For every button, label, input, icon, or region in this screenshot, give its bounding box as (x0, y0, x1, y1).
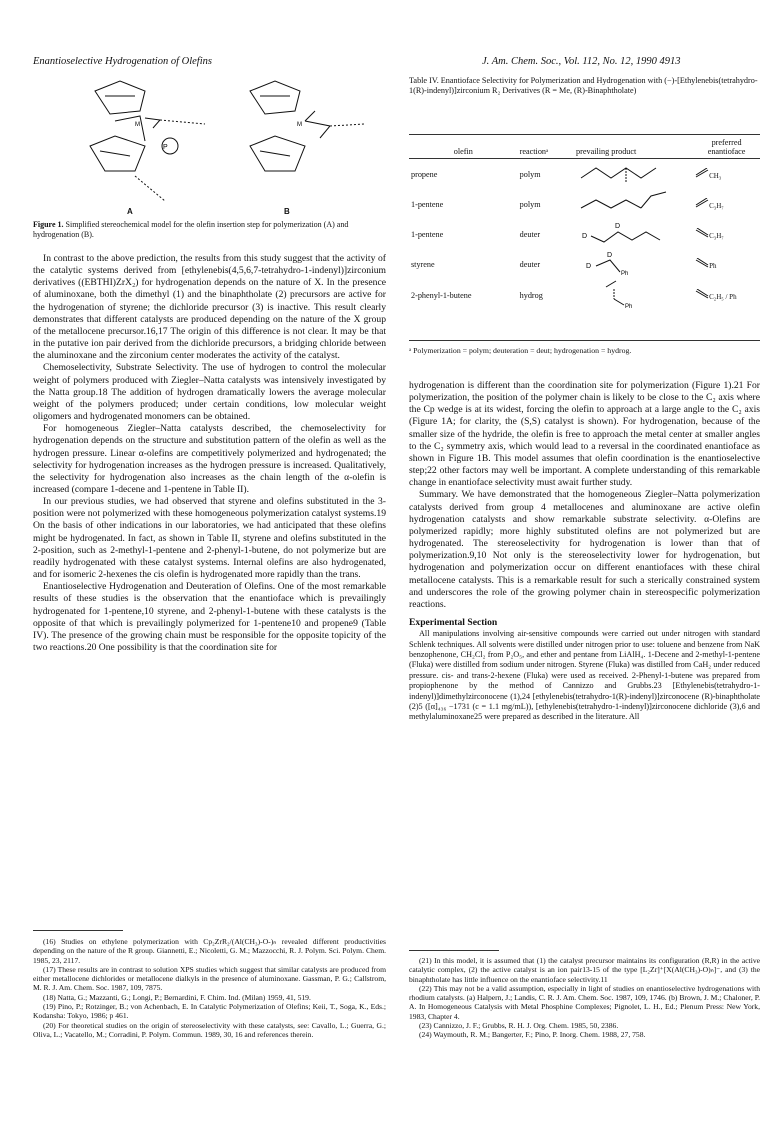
figure-caption-text: Simplified stereochemical model for the olefin insertion step for polymerization (A) and hydrogenation (B). (33, 220, 349, 239)
svg-text:D: D (607, 252, 613, 259)
table-cell: 1-pentene (411, 199, 444, 209)
svg-text:D: D (615, 223, 621, 230)
table-header: prevailing product (576, 147, 637, 156)
footnote: (19) Pino, P.; Rotzinger, B.; von Achenbach, E. In Catalytic Polymerization of Olefins; Keii, T., Soga, K., Eds.; Kodansha: Tokyo, 1986; p 461. (33, 1002, 386, 1021)
table-footnote: ᵃ Polymerization = polym; deuteration = deut; hydrogenation = hydrog. (409, 346, 632, 355)
right-footnotes (409, 956, 760, 1040)
footnote: (23) Cannizzo, J. F.; Grubbs, R. H. J. Org. Chem. 1985, 50, 2386. (419, 1021, 619, 1031)
paragraph: For homogeneous Ziegler–Natta catalysts described, the chemoselectivity for hydrogenation depends on the structure and substitution pattern of the olefin as well as the hydrogen pressure. Linear α-olefins are competitively polymerized and hydrogenated; the selectivity for hydrogenation increases as the hydrogen pressure is increased. Qualitatively, the selectivity for hydrogenation also increases as the chain length of the α-olefin is increased (compare 1-decene and 1-pentene in Table II). (33, 423, 386, 495)
table-cell: propene (411, 169, 438, 179)
paragraph: In contrast to the above prediction, the results from this study suggest that the activity of the catalytic systems derived from [ethylenebis(4,5,6,7-tetrahydro-1-indenyl)]zirconium derivatives ((EBTHI)ZrX₂) for hydrogenation depends on the nature of X. In the presence of aluminoxane, both the dimethyl (1) and the binaphtholate (2) precursors are active for the hydrogenation of styrene; the dichloride precursor (3) is inactive. This result clearly demonstrates that different catalysts are produced depending on the nature of the X group of the metallocene precursor.16,17 The origin of this difference is not clear. It may be that in the putative ion pair derived from the dichloride precursors, a bridging chloride between the aluminoxane and the zirconium center moderates the activity of the catalyst. (33, 253, 386, 362)
paragraph: Summary. We have demonstrated that the homogeneous Ziegler–Natta polymerization catalysts derived from group 4 metallocenes and aluminoxane are active olefin hydrogenation catalysts and show remarkable substrate selectivity. α-Olefins are polymerized rapidly; more highly substituted olefins are not polymerized but are hydrogenated. The stereoselectivity for hydrogenation is lower than that of polymerization.9,10 Not only is the stereoselectivity lower for hydrogenation, but hydrogenation and polymerization occur on different enantiofaces with these chiral metallocene catalysts. This is a remarkable result for such a sterically constrained system and underscores the role of the growing polymer chain in stereospecific polymerization reactions. (409, 489, 760, 610)
paragraph: All manipulations involving air-sensitive compounds were carried out under nitrogen with standard Schlenk techniques. All solvents were distilled under nitrogen prior to use: toluene and benzene from NaK benzophenone, CH₂Cl₂ from P₂O₅, and ether and pentane from LiAlH₄. 1-Decene and 2-methyl-1-pentene (Fluka) were distilled from sodium under nitrogen. Styrene (Fluka) was distilled from CaH₂ under reduced pressure. cis- and trans-2-hexene (Fluka) were used as received. 2-Phenyl-1-butene was prepared from propiophenone by the method of Cannizzo and Grubbs.23 [Ethylenebis(tetrahydro-1-indenyl)]dimethylzirconocene (1),24 [ethylenebis(tetrahydro-1(R)-indenyl)]zirconocene (R)-binaphtholate (2)5 ([α]₄₃₆ −1731 (c = 1.1 mg/mL)), [ethylenebis(tetrahydro-1-indenyl)]zirconocene dichloride (3),6 and methylaluminoxane25 were prepared as described in the literature. All (409, 629, 760, 722)
table-structure (574, 249, 693, 279)
table-cell-label: CH₃ (709, 172, 722, 180)
figure-1-drawing (75, 76, 375, 206)
table-row (409, 249, 760, 279)
table-iv (409, 136, 760, 311)
running-header-left: Enantioselective Hydrogenation of Olefins (33, 56, 212, 67)
table-cell (693, 279, 760, 311)
svg-text:Ph: Ph (625, 304, 633, 309)
table-cell-label: Ph (709, 262, 717, 270)
footnote: (18) Natta, G.; Mazzanti, G.; Longi, P.; Bernardini, F. Chim. Ind. (Milan) 1959, 41, 519. (43, 992, 311, 1002)
svg-text:M: M (135, 122, 140, 128)
footnote: (20) For theoretical studies on the origin of stereoselectivity with these catalysts, see: Cavallo, L.; Guerra, G.; Oliva, L.; Vacatello, M.; Corradini, P. Polym. Commun. 1989, 30, 16 and references therein. (33, 1020, 386, 1039)
table-cell: deuter (519, 229, 541, 239)
table-cell (693, 159, 760, 190)
paragraph: Enantioselective Hydrogenation and Deuteration of Olefins. One of the most remarkable results of these studies is the observation that the enantioface which is prevailingly hydrogenated for 1-pentene,10 styrene, and 2-phenyl-1-butene with these catalysts is the opposite of that which is prevailingly polymerized for 1-pentene10 and propene9 (Table IV). The presence of the growing chain must be responsible for the opposite topicity of the two reactions.20 One possibility is that the coordination site for (33, 581, 386, 653)
table-cell (693, 219, 760, 249)
footnote: (21) In this model, it is assumed that (1) the catalyst precursor maintains its configuration (R,R) in the active catalytic complex, (2) the active catalyst is an ion pair13-15 of the type [L₂Zr]⁺[X(Al(CH₃)-O)ₙ]⁻, and (3) the binaphtholate has little influence on the enantioface selectivity.11 (409, 956, 760, 984)
table-cell-label: C₂H₅ / Ph (709, 293, 737, 301)
table-row (409, 219, 760, 249)
table-cell: styrene (411, 259, 435, 269)
table-cell-label: C₃H₇ (709, 232, 724, 240)
figure-label-b: B (284, 207, 290, 216)
table-cell: deuter (519, 259, 541, 269)
table-structure (574, 219, 693, 249)
figure-caption-label: Figure 1. (33, 220, 64, 229)
table-title: Table IV. Enantioface Selectivity for Polymerization and Hydrogenation with (−)-[Ethylenebis(tetrahydro-1(R)-indenyl)]zirconium R₂ Derivatives (R = Me, (R)-Binaphtholate) (409, 76, 758, 95)
table-row (409, 279, 760, 311)
table-header: preferred enantioface (707, 138, 746, 156)
table-cell: hydrog (519, 290, 543, 300)
running-header-right: J. Am. Chem. Soc., Vol. 112, No. 12, 1990 4913 (482, 56, 681, 67)
footnote: (22) This may not be a valid assumption, especially in light of studies on enantioselective hydrogenations with rhodium catalysts. (a) Halpern, J.; Landis, C. R. J. Am. Chem. Soc. 1987, 109, 1746. (b) Brown, J. M.; Chaloner, P. A. In Homogeneous Catalysis with Metal Phosphine Complexes; Pignolet, L. H., Ed.; Plenum Press: New York, 1983, Chapter 4. (409, 983, 760, 1021)
footnote-rule (33, 930, 123, 931)
table-cell: 2-phenyl-1-butene (411, 290, 472, 300)
left-column-body (33, 253, 386, 654)
table-structure (574, 279, 693, 311)
table-cell (693, 249, 760, 279)
footnote: (16) Studies on ethylene polymerization with Cp₂ZrR₂/(Al(CH₃)-O-)ₙ revealed different productivities depending on the nature of the R group. Giannetti, E.; Nicoletti, G. M.; Mazzocchi, R. J. Polym. Sci. Polym. Chem. 1985, 23, 2117. (33, 937, 386, 965)
table-row (409, 159, 760, 190)
table-structure (574, 159, 693, 190)
left-footnotes (33, 937, 386, 1039)
table-structure (574, 189, 693, 219)
paragraph: In our previous studies, we had observed that styrene and olefins substituted in the 3-position were not polymerized with these homogeneous polymerization catalyst systems.19 On the basis of other indications in our laboratories, we had anticipated that these olefins might be hydrogenated. In fact, as shown in Table II, styrene and olefins substituted in the 2-position, such as 2-methyl-1-pentene and 2-phenyl-1-butene, do not polymerize but are readily hydrogenated with these catalyst systems. Internal olefins are also hydrogenated, and for isomeric 2-hexenes the cis olefin is hydrogenated more rapidly than the trans. (33, 496, 386, 581)
table-row (409, 189, 760, 219)
table-top-rule (409, 134, 760, 135)
table-cell: polym (519, 169, 541, 179)
footnote: (24) Waymouth, R. M.; Bangerter, F.; Pino, P. Inorg. Chem. 1988, 27, 758. (419, 1030, 646, 1040)
footnote-rule (409, 950, 499, 951)
paragraph: hydrogenation is different than the coordination site for polymerization (Figure 1).21 For polymerization, the position of the polymer chain is likely to be close to the C₂ axis where the Cp wedge is at its widest, forcing the olefin to approach at a large angle to the C₂ axis (Figure 1A; for clarity, the (S,S) catalyst is shown). For hydrogenation, because of the smaller size of the hydride, the olefin is free to approach the metal center at smaller angles to the C₂ symmetry axis, which would lead to a reversal in the coordinated enantioface as shown in Figure 1B. This model assumes that olefin coordination is the enantioselective step;22 other factors may well be important. A complete understanding of this remarkable change in enantioface selectivity must await further study. (409, 380, 760, 489)
table-cell-label: C₃H₇ (709, 202, 724, 210)
right-column-body (409, 380, 760, 723)
table-cell: 1-pentene (411, 229, 444, 239)
figure-caption (33, 220, 386, 240)
section-heading: Experimental Section (409, 616, 498, 628)
footnote: (17) These results are in contrast to solution XPS studies which suggest that similar catalysts are produced from either metallocene dichlorides or metallocene dialkyls in the presence of aluminoxane. Gassman, P. G.; Callstrom, M. R. J. Am. Chem. Soc. 1987, 109, 7875. (33, 964, 386, 993)
svg-text:D: D (582, 233, 588, 240)
figure-label-a: A (127, 207, 133, 216)
paragraph: Chemoselectivity, Substrate Selectivity. The use of hydrogen to control the molecular weight of polymers produced with Ziegler–Natta catalysts was intensively investigated by the Natta group.18 The addition of hydrogen dramatically lowers the average molecular weight of the polymers produced; under certain conditions, low molecular weight oligomers and hydrogenated monomers can be obtained. (33, 362, 386, 423)
table-cell (693, 189, 760, 219)
svg-text:M: M (297, 122, 302, 128)
table-cell: polym (519, 199, 541, 209)
table-bottom-rule (409, 340, 760, 341)
svg-text:Ph: Ph (621, 271, 629, 276)
svg-text:D: D (586, 263, 592, 270)
svg-text:P: P (163, 144, 168, 151)
table-header: olefin (453, 147, 473, 156)
table-header: reactionᵃ (519, 147, 549, 156)
